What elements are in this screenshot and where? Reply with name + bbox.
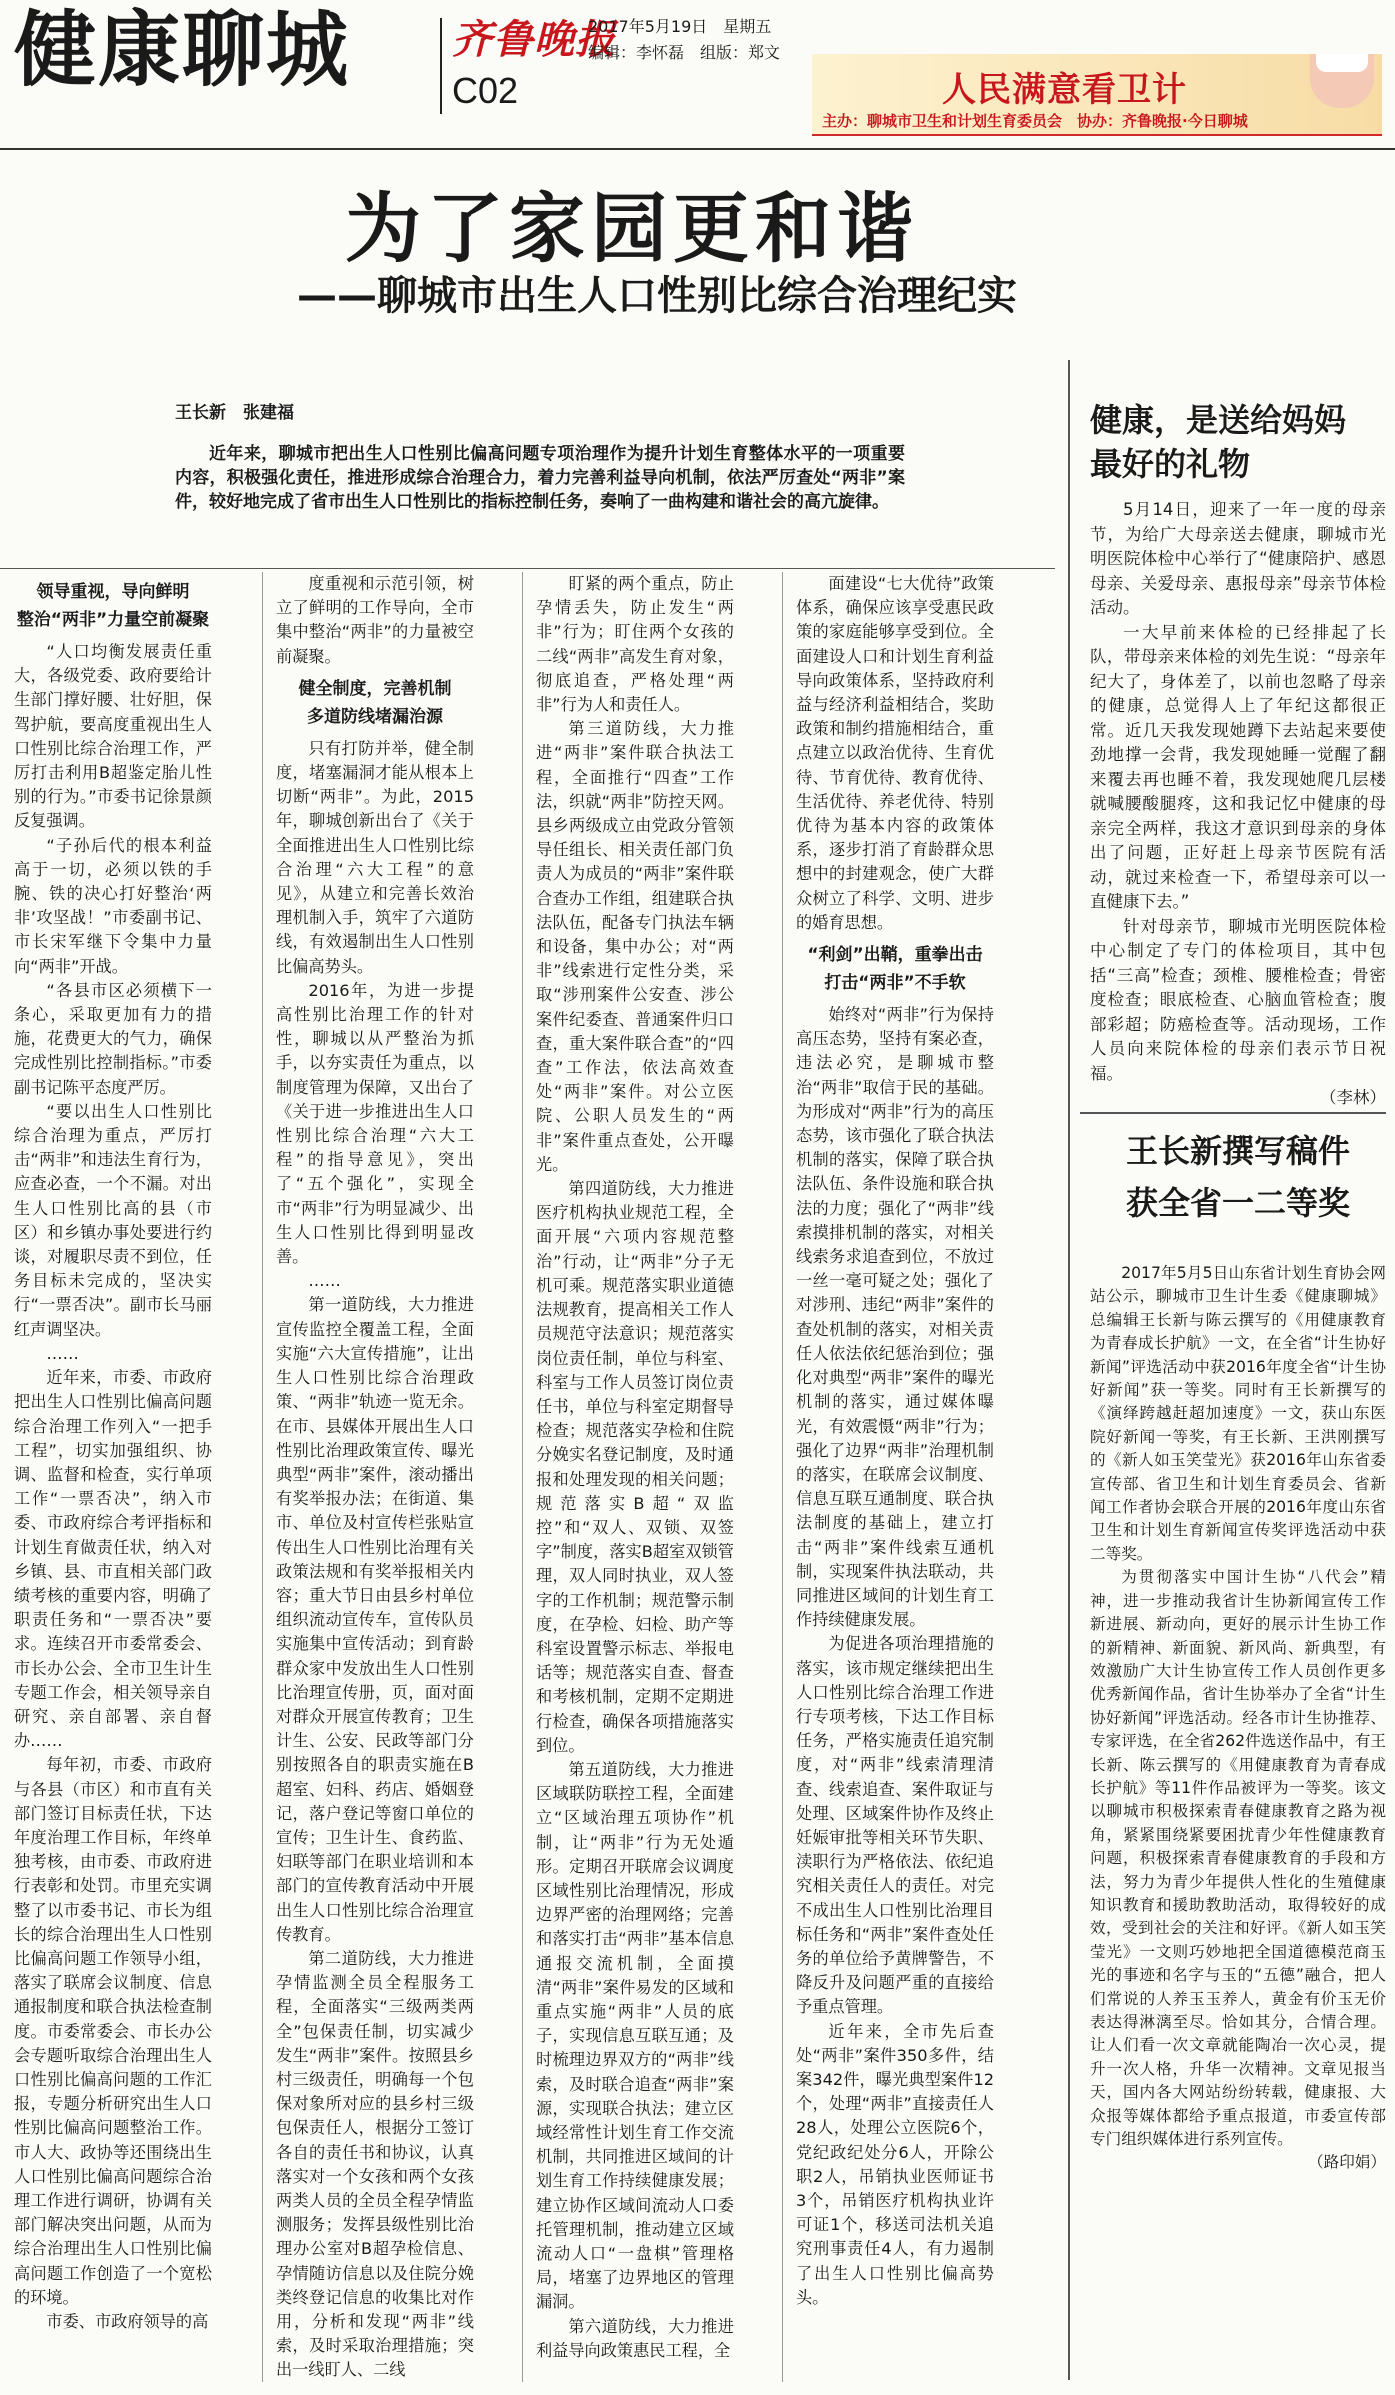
paragraph: 近年来，市委、市政府把出生人口性别比偏高问题综合治理工作列入“一把手工程”，切实加强组织、协调、监督和检查，实行单项工作“一票否决”，纳入市委、市政府综合考评指标和计划生育做责任状，纳入对乡镇、县、市直相关部门政绩考核的重要内容，明确了职责任务和“一票否决”要求。连续召开市委常委会、市长办公会、全市卫生计生专题工作会，相关领导亲自研究、亲自部署、亲自督办…… — [14, 1368, 212, 1751]
column-divider — [522, 572, 523, 2382]
article-lead: 近年来，聊城市把出生人口性别比偏高问题专项治理作为提升计划生育整体水平的一项重要内容，积极强化责任，推进形成综合治理合力，着力完善利益导向机制，依法严厉查处“两非”案件，较好地完成了省市出生人口性别比的指标控制任务，奏响了一曲构建和谐社会的高亢旋律。 — [175, 444, 905, 512]
article-column-2 — [276, 572, 474, 2382]
paragraph: 面建设“七大优待”政策体系，确保应该享受惠民政策的家庭能够享受到位。全面建设人口和计划生育利益导向政策体系，坚持政府利益与经济利益相结合，奖助政策和制约措施相结合，重点建立以政治优待、生育优待、节育优待、教育优待、生活优待、养老优待、特别优待为基本内容的政策体系，逐步打消了育龄群众思想中的封建观念，使广大群众树立了科学、文明、进步的婚育思想。 — [796, 574, 994, 932]
paragraph: 第六道防线，大力推进利益导向政策惠民工程，全 — [536, 2316, 734, 2360]
byline-credit: （路印娟） — [1308, 2153, 1386, 2172]
paragraph: 只有打防并举，健全制度，堵塞漏洞才能从根本上切断“两非”。为此，2015年，聊城创新出台了《关于全面推进出生人口性别比综合治理“六大工程”的意见》，从建立和完善长效治理机制入手，筑牢了六道防线，有效遏制出生人口性别比偏高势头。 — [276, 738, 474, 976]
subhead-leadership: 领导重视，导向鲜明 整治“两非”力量空前凝聚 — [16, 582, 210, 630]
paragraph: 度重视和示范引领，树立了鲜明的工作导向，全市集中整治“两非”的力量被空前凝聚。 — [276, 574, 474, 666]
paragraph: 2017年5月5日山东省计划生育协会网站公示，聊城市卫生计生委《健康聊城》总编辑王长新与陈云撰写的《用健康教育为青春成长护航》一文，在全省“计生协好新闻”评选活动中获2016年度全省“计生协好新闻”获一等奖。同时有王长新撰写的《演绎跨越赶超加速度》一文，获山东医院好新闻一等奖，有王长新、王洪刚撰写的《新人如玉笑莹光》获2016年山东省委宣传部、省卫生和计划生育委员会、省新闻工作者协会联合开展的2016年度山东省卫生和计划生育新闻宣传奖评选活动中获二等奖。 — [1090, 1264, 1386, 1563]
sidebar-rule — [1080, 1112, 1386, 1114]
paragraph: 为促进各项治理措施的落实，该市规定继续把出生人口性别比综合治理工作进行专项考核，下达工作目标任务，严格实施责任追究制度，对“两非”线索清理清查、线索追查、案件取证与处理、区域案件协作及终止妊娠审批等相关环节失职、渎职行为严格依法、依纪追究相关责任人的责任。对完不成出生人口性别比治理目标任务和“两非”案件查处任务的单位给予黄牌警告，不降反升及问题严重的直接给予重点管理。 — [796, 1634, 994, 2017]
editor-line: 编辑：李怀磊 组版：郑文 — [588, 43, 781, 62]
ellipsis: …… — [308, 1271, 341, 1291]
sidebar-story2-title: 王长新撰写稿件 获全省一二等奖 — [1125, 1132, 1350, 1222]
date-line: 2017年5月19日 星期五 — [588, 17, 772, 36]
article-column-3 — [536, 572, 734, 2382]
paragraph: 为贯彻落实中国计生协“八代会”精神，进一步推动我省计生协新闻宣传工作新进展、新动向，更好的展示计生协工作的新精神、新面貌、新风尚、新典型，有效激励广大计生协宣传工作人员创作更多优秀新闻作品，省计生协举办了全省“计生协好新闻”评选活动。经各市计生协推荐、专家评选，在全省262件选送作品中，有王长新、陈云撰写的《用健康教育为青春成长护航》等11件作品被评为一等奖。该文以聊城市积极探索青春健康教育之路为视角，紧紧围绕紧要困扰青少年性健康教育问题，积极探索青春健康教育的手段和方法，努力为青少年提供人性化的生殖健康知识教育和援助教助活动，取得较好的成效，受到社会的关注和好评。《新人如玉笑莹光》一文则巧妙地把全国道德模范商玉光的事迹和名字与玉的“五德”融合，把人们常说的人养玉玉养人，黄金有价玉无价表达得淋漓至尽。恰如其分，合情合理。让人们看一次文章就能陶冶一次心灵，提升一次人格，升华一次精神。文章见报当天，国内各大网站纷纷转载，健康报、大众报等媒体都给予重点报道，市委宣传部专门组织媒体进行系列宣传。 — [1090, 1568, 1386, 2149]
paragraph: 第三道防线，大力推进“两非”案件联合执法工程，全面推行“四查”工作法，织就“两非”防控天网。县乡两级成立由党政分管领导任组长、相关责任部门负责人为成员的“两非”案件联合查办工作组，组建联合执法队伍，配备专门执法车辆和设备，集中办公；对“两非”线索进行定性分类，采取“涉刑案件公安查、涉公案件纪委查、普通案件归口查，重大案件联合查”的“四查”工作法，依法高效查处“两非”案件。对公立医院、公职人员发生的“两非”案件重点查处，公开曝光。 — [536, 719, 734, 1174]
paragraph: 2016年，为进一步提高性别比治理工作的针对性，聊城以从严整治为抓手，以夯实责任为重点，以制度管理为保障，又出台了《关于进一步推进出生人口性别比综合治理“六大工程”的指导意见》，突出了“五个强化”，实现全市“两非”行为明显减少、出生人口性别比得到明显改善。 — [276, 980, 474, 1267]
paragraph: 一大早前来体检的已经排起了长队，带母亲来体检的刘先生说：“母亲年纪大了，身体差了，以前也忽略了母亲的健康，总觉得人上了年纪这都很正常。近几天我发现她蹲下去站起来要使劲地撑一会背，我发现她睡一觉醒了翻来覆去再也睡不着，我发现她爬几层楼就喊腰酸腿疼，这和我记忆中健康的母亲完全两样，我这才意识到母亲的身体出了问题，正好赶上母亲节医院有活动，就过来检查一下，希望母亲可以一直健康下去。” — [1090, 622, 1386, 911]
article-column-1 — [14, 572, 212, 2382]
paragraph: 第四道防线，大力推进医疗机构执业规范工程，全面开展“六项内容规范整治”行动，让“两非”分子无机可乘。规范落实职业道德法规教育，提高相关工作人员规范守法意识；规范落实岗位责任制，单位与科室、科室与工作人员签订岗位责任书，单位与科室定期督导检查；规范落实孕检和住院分娩实名登记制度，及时通报和处理发现的相关问题；规范落实B超“双监控”和“双人、双锁、双签字”制度，落实B超室双锁管理，双人同时执业，双人签字的工作机制；规范警示制度，在孕检、妇检、助产等科室设置警示标志、举报电话等；规范落实自查、督查和考核机制，定期不定期进行检查，确保各项措施落实到位。 — [536, 1179, 734, 1755]
paper-logo: 齐鲁晚报 — [452, 16, 616, 63]
paragraph: “各县市区必须横下一条心，采取更加有力的措施，花费更大的气力，确保完成性别比控制指标。”市委副书记陈平态度严厉。 — [14, 980, 212, 1097]
campaign-banner — [812, 54, 1382, 136]
banner-organizers: 主办：聊城市卫生和计划生育委员会 协办：齐鲁晚报·今日聊城 — [822, 112, 1248, 130]
paragraph: 始终对“两非”行为保持高压态势，坚持有案必查，违法必究，是聊城市整治“两非”取信于民的基础。为形成对“两非”行为的高压态势，该市强化了联合执法机制的落实，保障了联合执法队伍、条件设施和联合执法的力度；强化了“两非”线索摸排机制的落实，对相关线索务求追查到位，不放过一丝一毫可疑之处；强化了对涉刑、违纪“两非”案件的查处机制的落实，对相关责任人依法依纪惩治到位；强化对典型“两非”案件的曝光机制的落实，通过媒体曝光，有效震慑“两非”行为；强化了边界“两非”治理机制的落实，在联席会议制度、信息互联互通制度、联合执法制度的基础上，建立打击“两非”案件线索互通机制，实现案件执法联动，共同推进区域间的计划生育工作持续健康发展。 — [796, 1005, 994, 1630]
paragraph: 第五道防线，大力推进区域联防联控工程，全面建立“区域治理五项协作”机制，让“两非”行为无处遁形。定期召开联席会议调度区域性别比治理情况，形成边界严密的治理网络；完善和落实打击“两非”基本信息通报交流机制，全面摸清“两非”案件易发的区域和重点实施“两非”人员的底子，实现信息互联互通；及时梳理边界双方的“两非”线索，及时联合追查“两非”案源，实现联合执法；建立区域经常性计划生育工作交流机制，共同推进区域间的计划生育工作持续健康发展；建立协作区域间流动人口委托管理机制，推动建立区域流动人口“一盘棋”管理格局，堵塞了边界地区的管理漏洞。 — [536, 1759, 734, 2312]
paragraph: 5月14日，迎来了一年一度的母亲节，为给广大母亲送去健康，聊城市光明医院体检中心举行了“健康陪护、感恩母亲、关爱母亲、惠报母亲”母亲节体检活动。 — [1090, 500, 1386, 617]
article-headline: 为了家园更和谐 — [345, 184, 919, 273]
column-divider — [782, 572, 783, 2382]
sidebar-story1-title: 健康，是送给妈妈 最好的礼物 — [1090, 401, 1347, 483]
sidebar-story1-body — [1090, 498, 1386, 1111]
paragraph: 市委、市政府领导的高 — [46, 2312, 209, 2332]
paragraph: 针对母亲节，聊城市光明医院体检中心制定了专门的体检项目，其中包括“三高”检查；颈椎、腰椎检查；骨密度检查；眼底检查、心脑血管检查；腹部彩超；防癌检查等。活动现场，工作人员向来院体检的母亲们表示节日祝福。 — [1090, 916, 1386, 1083]
article-authors: 王长新 张建福 — [175, 403, 294, 423]
paragraph: 第二道防线，大力推进孕情监测全员全程服务工程，全面落实“三级两类两全”包保责任制，切实减少发生“两非”案件。按照县乡村三级责任，明确每一个包保对象所对应的县乡村三级包保责任人，根据分工签订各自的责任书和协议，认真落实对一个女孩和两个女孩两类人员的全员全程孕情监测服务；发挥县级性别比治理办公室对B超孕检信息、孕情随访信息以及住院分娩类终登记信息的收集比对作用，分析和发现“两非”线索，及时采取治理措施；突出一线盯人、二线 — [276, 1948, 474, 2380]
paragraph: 盯紧的两个重点，防止孕情丢失，防止发生“两非”行为；盯住两个女孩的二线“两非”高发生育对象，彻底追查，严格处理“两非”行为人和责任人。 — [536, 574, 734, 715]
column-divider — [262, 572, 263, 2382]
subhead-system: 健全制度，完善机制 多道防线堵漏治源 — [298, 678, 452, 727]
nurse-illustration — [1310, 54, 1374, 108]
paragraph: “子孙后代的根本利益高于一切，必须以铁的手腕、铁的决心打好整治‘两非’攻坚战！”市委副书记、市长宋军继下令集中力量向“两非”开战。 — [14, 835, 212, 976]
section-title: 健康聊城 — [14, 3, 351, 98]
byline-credit: （李林） — [1320, 1088, 1386, 1107]
subhead-crackdown: “利剑”出鞘，重拳出击 打击“两非”不手软 — [807, 945, 983, 994]
paragraph: 第一道防线，大力推进宣传监控全覆盖工程，全面实施“六大宣传措施”，让出生人口性别比综合治理政策、“两非”轨迹一览无余。在市、县媒体开展出生人口性别比治理政策宣传、曝光典型“两非”案件，滚动播出有奖举报办法；在街道、集市、单位及村宣传栏张贴宣传出生人口性别比治理有关政策法规和有奖举报相关内容；重大节日由县乡村单位组织流动宣传车，宣传队员实施集中宣传活动；到育龄群众家中发放出生人口性别比治理宣传册，页，面对面对群众开展宣传教育；卫生计生、公安、民政等部门分别按照各自的职责实施在B超室、妇科、药店、婚姻登记，落户登记等窗口单位的宣传；卫生计生、食药监、妇联等部门在职业培训和本部门的宣传教育活动中开展出生人口性别比综合治理宣传教育。 — [276, 1295, 474, 1944]
paragraph: “人口均衡发展责任重大，各级党委、政府要给计生部门撑好腰、壮好胆，保驾护航，要高度重视出生人口性别比综合治理工作，严厉打击利用B超鉴定胎儿性别的行为。”市委书记徐景颜反复强调。 — [14, 642, 212, 831]
paragraph: 近年来，全市先后查处“两非”案件350多件，结案342件，曝光典型案件12个，处理“两非”直接责任人28人，处理公立医院6个，党纪政纪处分6人，开除公职2人，吊销执业医师证书3个，吊销医疗机构执业许可证1个，移送司法机关追究刑事责任4人，有力遏制了出生人口性别比偏高势头。 — [796, 2021, 994, 2307]
paragraph: 每年初，市委、市政府与各县（市区）和市直有关部门签订目标责任状，下达年度治理工作目标，年终单独考核，由市委、市政府进行表彰和处罚。市里充实调整了以市委书记、市长为组长的综合治理出生人口性别比偏高问题工作领导小组，落实了联席会议制度、信息通报制度和联合执法检查制度。市委常委会、市长办公会专题听取综合治理出生人口性别比偏高问题的工作汇报，专题分析研究出生人口性别比偏高问题整治工作。市人大、政协等还围绕出生人口性别比偏高问题综合治理工作进行调研，协调有关部门解决突出问题，从而为综合治理出生人口性别比偏高问题工作创造了一个宽松的环境。 — [14, 1755, 212, 2307]
ellipsis: …… — [46, 1343, 79, 1363]
article-column-4 — [796, 572, 994, 2382]
page-code: C02 — [452, 70, 519, 111]
header-divider — [440, 18, 442, 114]
sidebar-divider — [1068, 360, 1070, 2380]
paragraph: “要以出生人口性别比综合治理为重点，严厉打击“两非”和违法生育行为，应查必查，一个不漏。对出生人口性别比高的县（市区）和乡镇办事处要进行约谈，对履职尽责不到位，任务目标未完成的，坚决实行“一票否决”。副市长马丽红声调坚决。 — [14, 1101, 212, 1339]
article-subheadline: ——聊城市出生人口性别比综合治理纪实 — [297, 273, 1017, 319]
lead-rule — [0, 568, 1055, 569]
header-rule — [0, 148, 1395, 150]
sidebar-story2-body — [1090, 1262, 1386, 2175]
banner-title: 人民满意看卫计 — [942, 70, 1187, 110]
